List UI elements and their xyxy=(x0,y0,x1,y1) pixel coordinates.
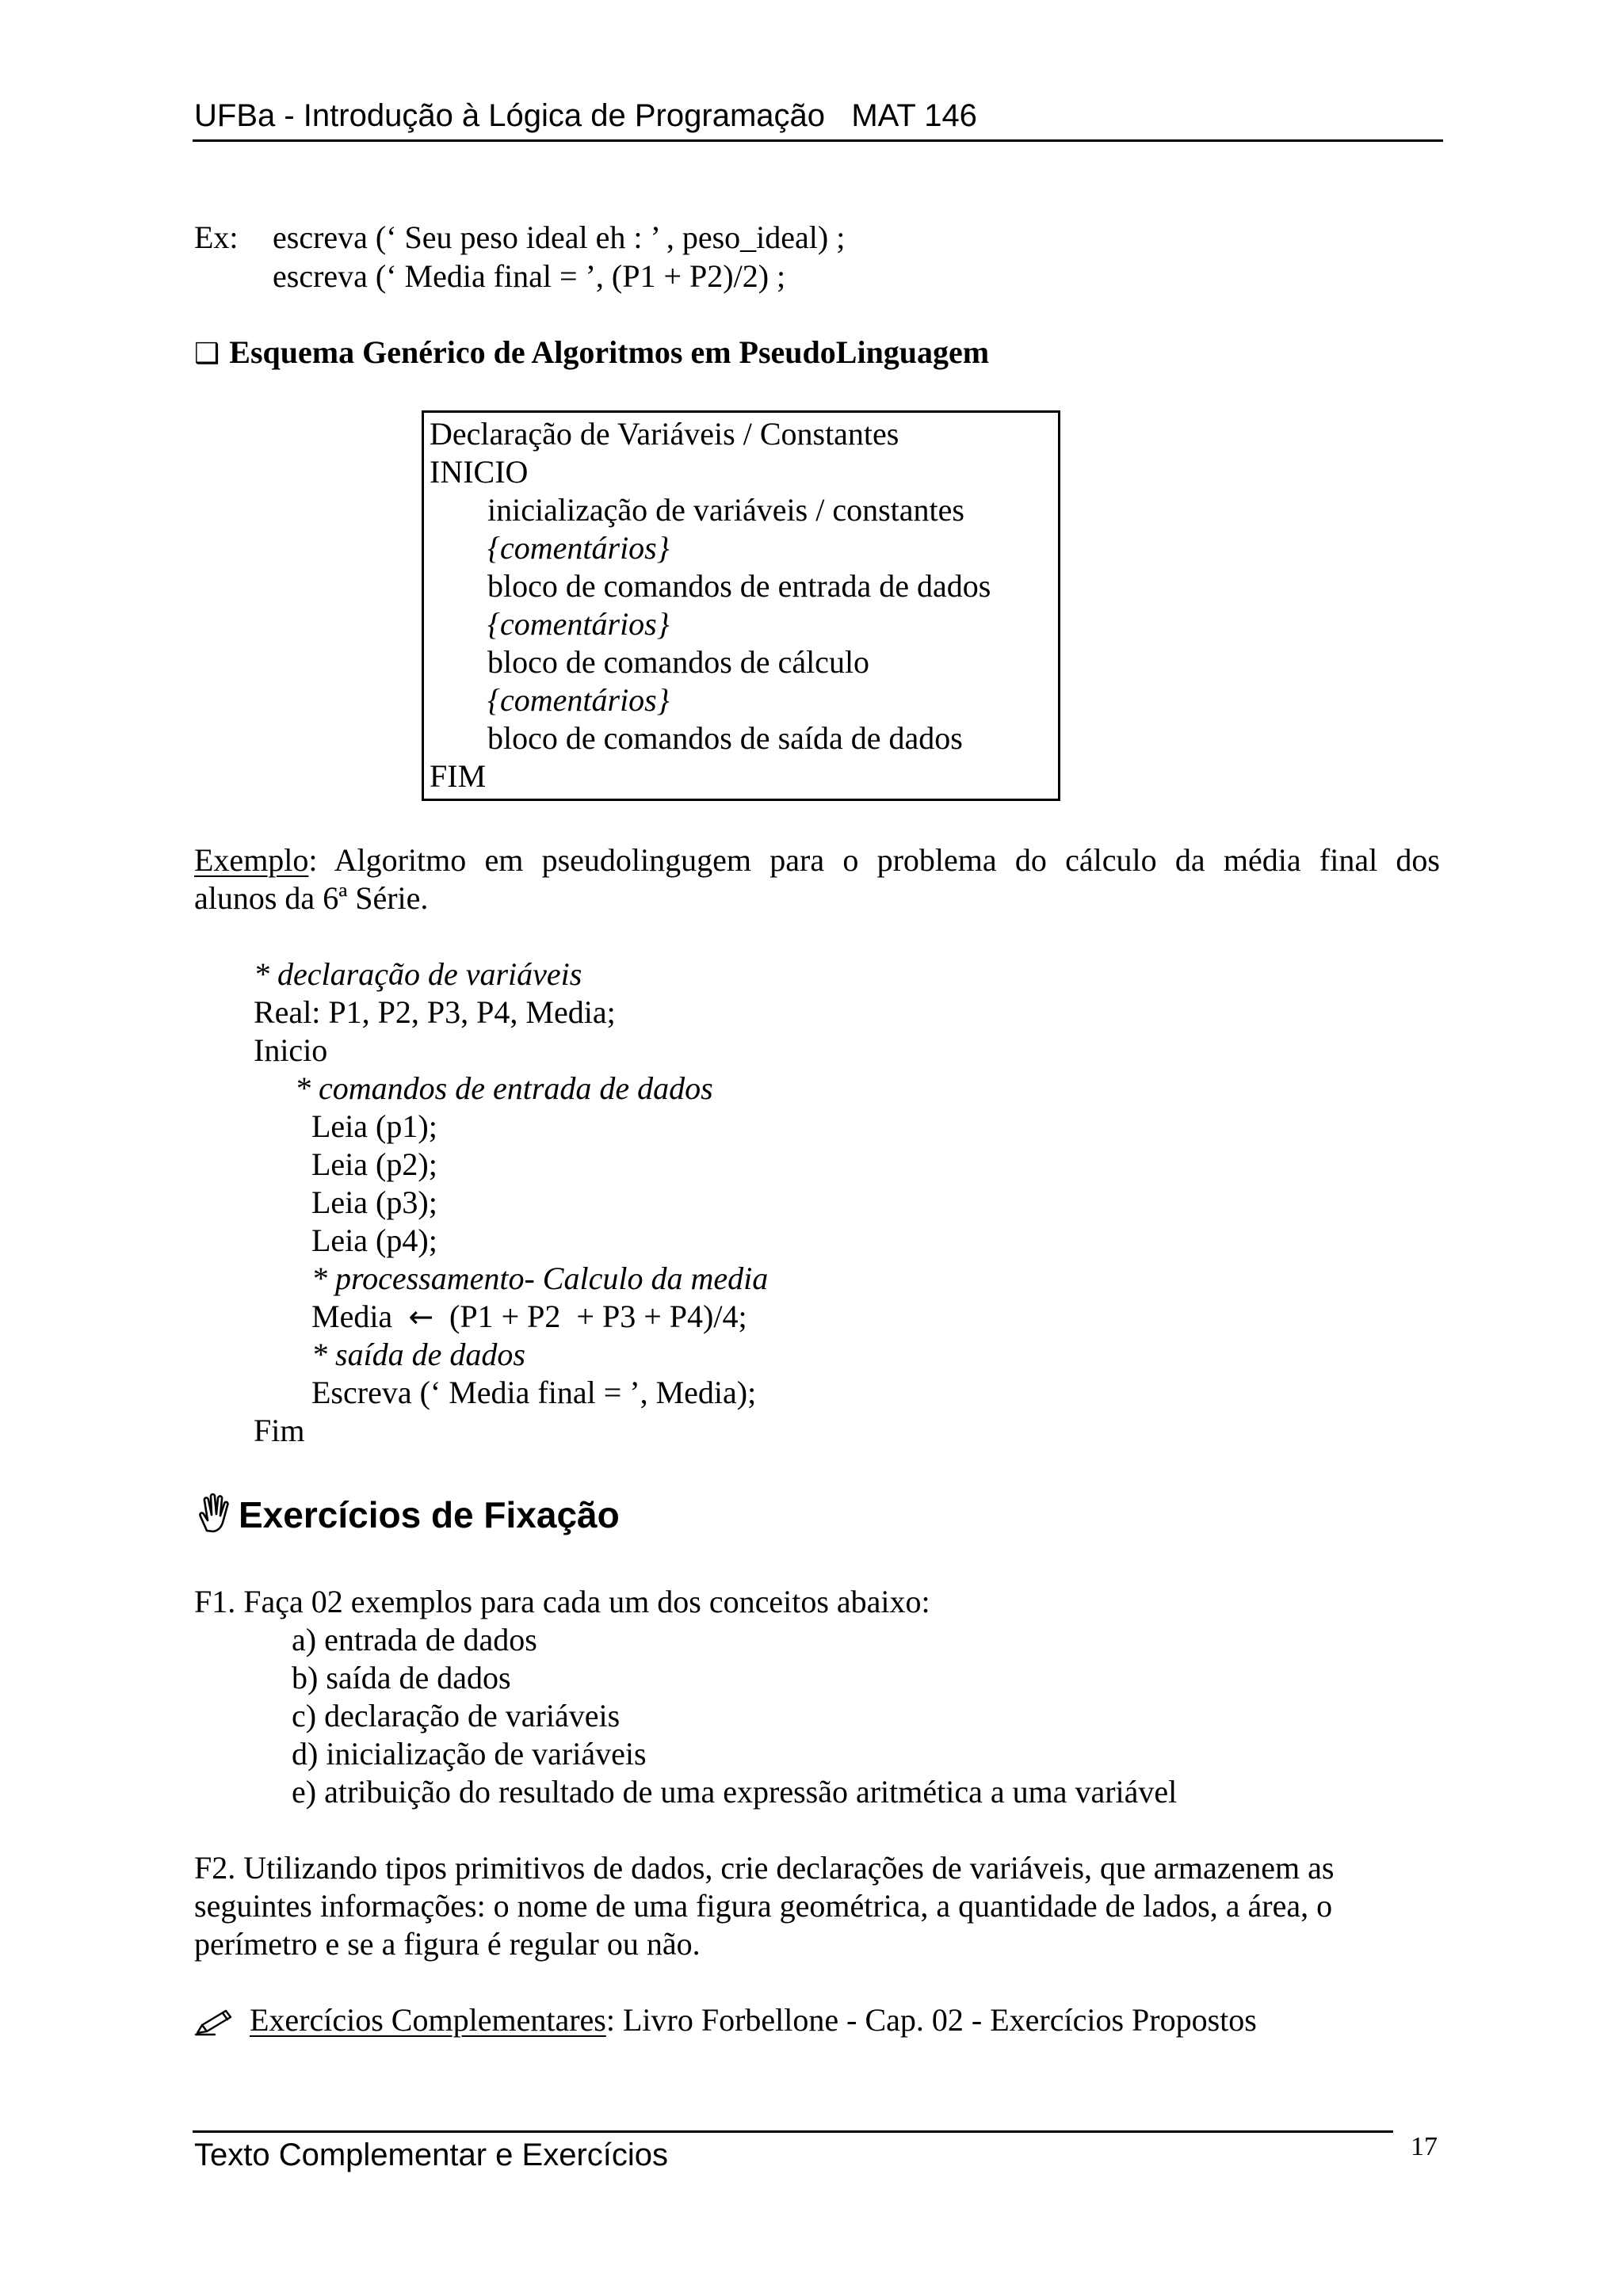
example-label: Ex: xyxy=(194,219,239,255)
footer-rule xyxy=(193,2130,1393,2133)
schema-line-init: inicialização de variáveis / constantes xyxy=(487,492,964,528)
complementary-text: : Livro Forbellone - Cap. 02 - Exercícios Propostos xyxy=(605,2002,1257,2038)
algorithm-write: Escreva (‘ Media final = ’, Media); xyxy=(311,1375,757,1410)
example-text: : Algoritmo em pseudolingugem para o problema do cálculo da média final dos xyxy=(308,842,1440,878)
complementary-label: Exercícios Complementares xyxy=(250,2002,606,2038)
schema-line-comment: {comentários} xyxy=(487,682,670,718)
algorithm-read-p3: Leia (p3); xyxy=(311,1184,437,1220)
algorithm-comment-processing: * processamento- Calculo da media xyxy=(311,1261,769,1296)
algorithm-comment-output: * saída de dados xyxy=(311,1337,525,1372)
schema-line-output-block: bloco de comandos de saída de dados xyxy=(487,720,963,756)
schema-line-comment: {comentários} xyxy=(487,530,670,566)
algorithm-assignment xyxy=(311,1298,747,1336)
exercise-f2-line: seguintes informações: o nome de uma figura geométrica, a quantidade de lados, a área, o xyxy=(194,1888,1333,1924)
algorithm-read-p2: Leia (p2); xyxy=(311,1146,437,1182)
exercise-f1-text: F1. Faça 02 exemplos para cada um dos conceitos abaixo: xyxy=(194,1584,930,1619)
page-header-title: UFBa - Introdução à Lógica de Programação MAT 146 xyxy=(194,98,977,133)
checkbox-bullet-icon: ❑ xyxy=(194,338,220,370)
algorithm-fim: Fim xyxy=(254,1413,305,1448)
left-arrow-icon: ← xyxy=(408,1299,434,1334)
schema-line-input-block: bloco de comandos de entrada de dados xyxy=(487,568,991,604)
example-write-line-1: escreva (‘ Seu peso ideal eh : ’ , peso_ideal) ; xyxy=(273,219,846,255)
exercises-heading-text: Exercícios de Fixação xyxy=(239,1494,620,1535)
page-number: 17 xyxy=(1411,2132,1438,2161)
exercise-f1-item: a) entrada de dados xyxy=(292,1622,537,1657)
algorithm-comment-declaration: * declaração de variáveis xyxy=(254,956,582,992)
hand-icon xyxy=(194,1493,237,1534)
example-paragraph-line-2: alunos da 6ª Série. xyxy=(194,880,429,916)
assign-target: Media xyxy=(311,1299,393,1334)
exercise-f1-item: e) atribuição do resultado de uma expressão aritmética a uma variável xyxy=(292,1774,1178,1810)
example-label: Exemplo xyxy=(194,842,309,878)
algorithm-comment-input: * comandos de entrada de dados xyxy=(295,1070,713,1106)
exercise-f2-line: F2. Utilizando tipos primitivos de dados, crie declarações de variáveis, que armazenem as xyxy=(194,1850,1335,1886)
schema-line-inicio: INICIO xyxy=(430,454,529,490)
exercise-f1-item: b) saída de dados xyxy=(292,1660,511,1695)
algorithm-read-p4: Leia (p4); xyxy=(311,1222,437,1258)
schema-heading-text: Esquema Genérico de Algoritmos em PseudoLinguagem xyxy=(229,334,990,370)
schema-line-fim: FIM xyxy=(430,758,487,794)
schema-line-comment: {comentários} xyxy=(487,606,670,642)
example-write-line-2: escreva (‘ Media final = ’, (P1 + P2)/2) ; xyxy=(273,258,786,294)
footer-text: Texto Complementar e Exercícios xyxy=(194,2138,669,2172)
algorithm-read-p1: Leia (p1); xyxy=(311,1108,437,1144)
assign-expression: (P1 + P2 + P3 + P4)/4; xyxy=(449,1299,747,1334)
exercise-f1-item: c) declaração de variáveis xyxy=(292,1698,621,1733)
schema-line-declaration: Declaração de Variáveis / Constantes xyxy=(430,416,899,452)
schema-line-calc-block: bloco de comandos de cálculo xyxy=(487,644,870,680)
header-rule xyxy=(193,139,1443,142)
exercise-f2-line: perímetro e se a figura é regular ou não. xyxy=(194,1926,701,1962)
algorithm-declaration: Real: P1, P2, P3, P4, Media; xyxy=(254,994,616,1030)
example-paragraph-line-1 xyxy=(194,841,1440,879)
pencil-icon xyxy=(194,2008,235,2036)
schema-heading xyxy=(194,334,989,373)
algorithm-inicio: Inicio xyxy=(254,1032,328,1068)
exercise-f1-item: d) inicialização de variáveis xyxy=(292,1736,647,1772)
